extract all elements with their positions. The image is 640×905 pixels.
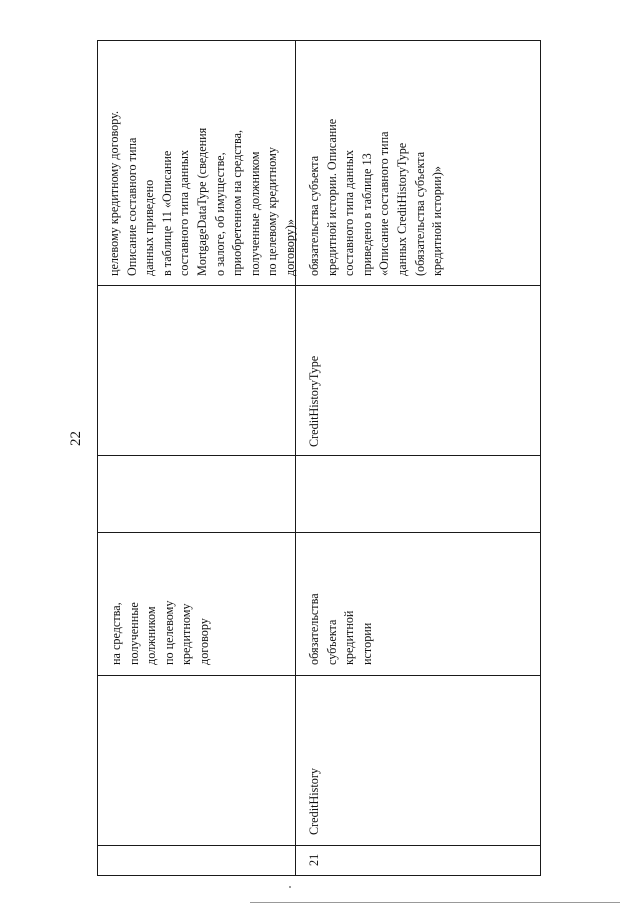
table-border-right xyxy=(540,40,541,876)
text-line: кредитной истории. Описание xyxy=(324,118,339,276)
text-line: MortgageDataType (сведения xyxy=(194,127,209,276)
page-number: 22 xyxy=(68,431,84,446)
text-line: обязательства xyxy=(307,593,321,665)
cell-row2-element xyxy=(306,768,324,835)
scan-dot xyxy=(289,886,291,888)
text-line: истории xyxy=(359,622,374,665)
text-line: данных CreditHistoryType xyxy=(394,142,409,276)
text-line: полученные xyxy=(126,602,141,665)
cell-row2-type xyxy=(306,356,324,447)
element-name: CreditHistory xyxy=(307,767,321,835)
scan-edge-mark xyxy=(250,902,620,903)
cell-row2-notes xyxy=(306,119,447,276)
column-divider xyxy=(97,285,540,286)
cell-row2-description xyxy=(306,593,376,665)
text-line: данных приведено xyxy=(142,179,157,276)
text-line: о залоге, об имуществе, xyxy=(212,152,227,276)
text-line: целевому кредитному договору. xyxy=(107,110,121,276)
cell-row2-number xyxy=(306,854,324,866)
row-number: 21 xyxy=(307,853,321,866)
text-line: составного типа данных xyxy=(177,149,192,276)
text-line: должником xyxy=(144,606,159,665)
text-line: договору)» xyxy=(282,218,297,276)
text-line: (обязательства субъекта xyxy=(412,151,427,276)
text-line: приведено в таблице 13 xyxy=(359,153,374,276)
text-line: «Описание составного типа xyxy=(377,131,392,276)
column-divider xyxy=(97,455,540,456)
type-name: CreditHistoryType xyxy=(307,355,321,447)
table-border-top xyxy=(97,40,540,41)
text-line: кредитной xyxy=(342,610,357,665)
text-line: по целевому xyxy=(161,600,176,665)
column-divider xyxy=(97,532,540,533)
column-divider xyxy=(97,675,540,676)
text-line: полученные должником xyxy=(247,151,262,276)
text-line: приобретенном на средства, xyxy=(230,129,245,276)
text-line: кредитной истории)» xyxy=(430,166,445,276)
text-line: по целевому кредитному xyxy=(265,147,280,276)
text-line: обязательства субъекта xyxy=(307,155,321,276)
text-line: в таблице 11 «Описание xyxy=(159,150,174,276)
column-divider xyxy=(97,845,540,846)
table-border-left xyxy=(97,40,98,876)
text-line: договору xyxy=(196,618,211,665)
text-line: кредитному xyxy=(179,603,194,665)
text-line: составного типа данных xyxy=(342,149,357,276)
cell-row1-description xyxy=(108,601,214,665)
text-line: субъекта xyxy=(324,619,339,665)
cell-row1-notes xyxy=(106,111,300,276)
text-line: Описание составного типа xyxy=(124,137,139,276)
text-line: на средства, xyxy=(109,602,123,665)
table-border-bottom xyxy=(97,875,540,876)
